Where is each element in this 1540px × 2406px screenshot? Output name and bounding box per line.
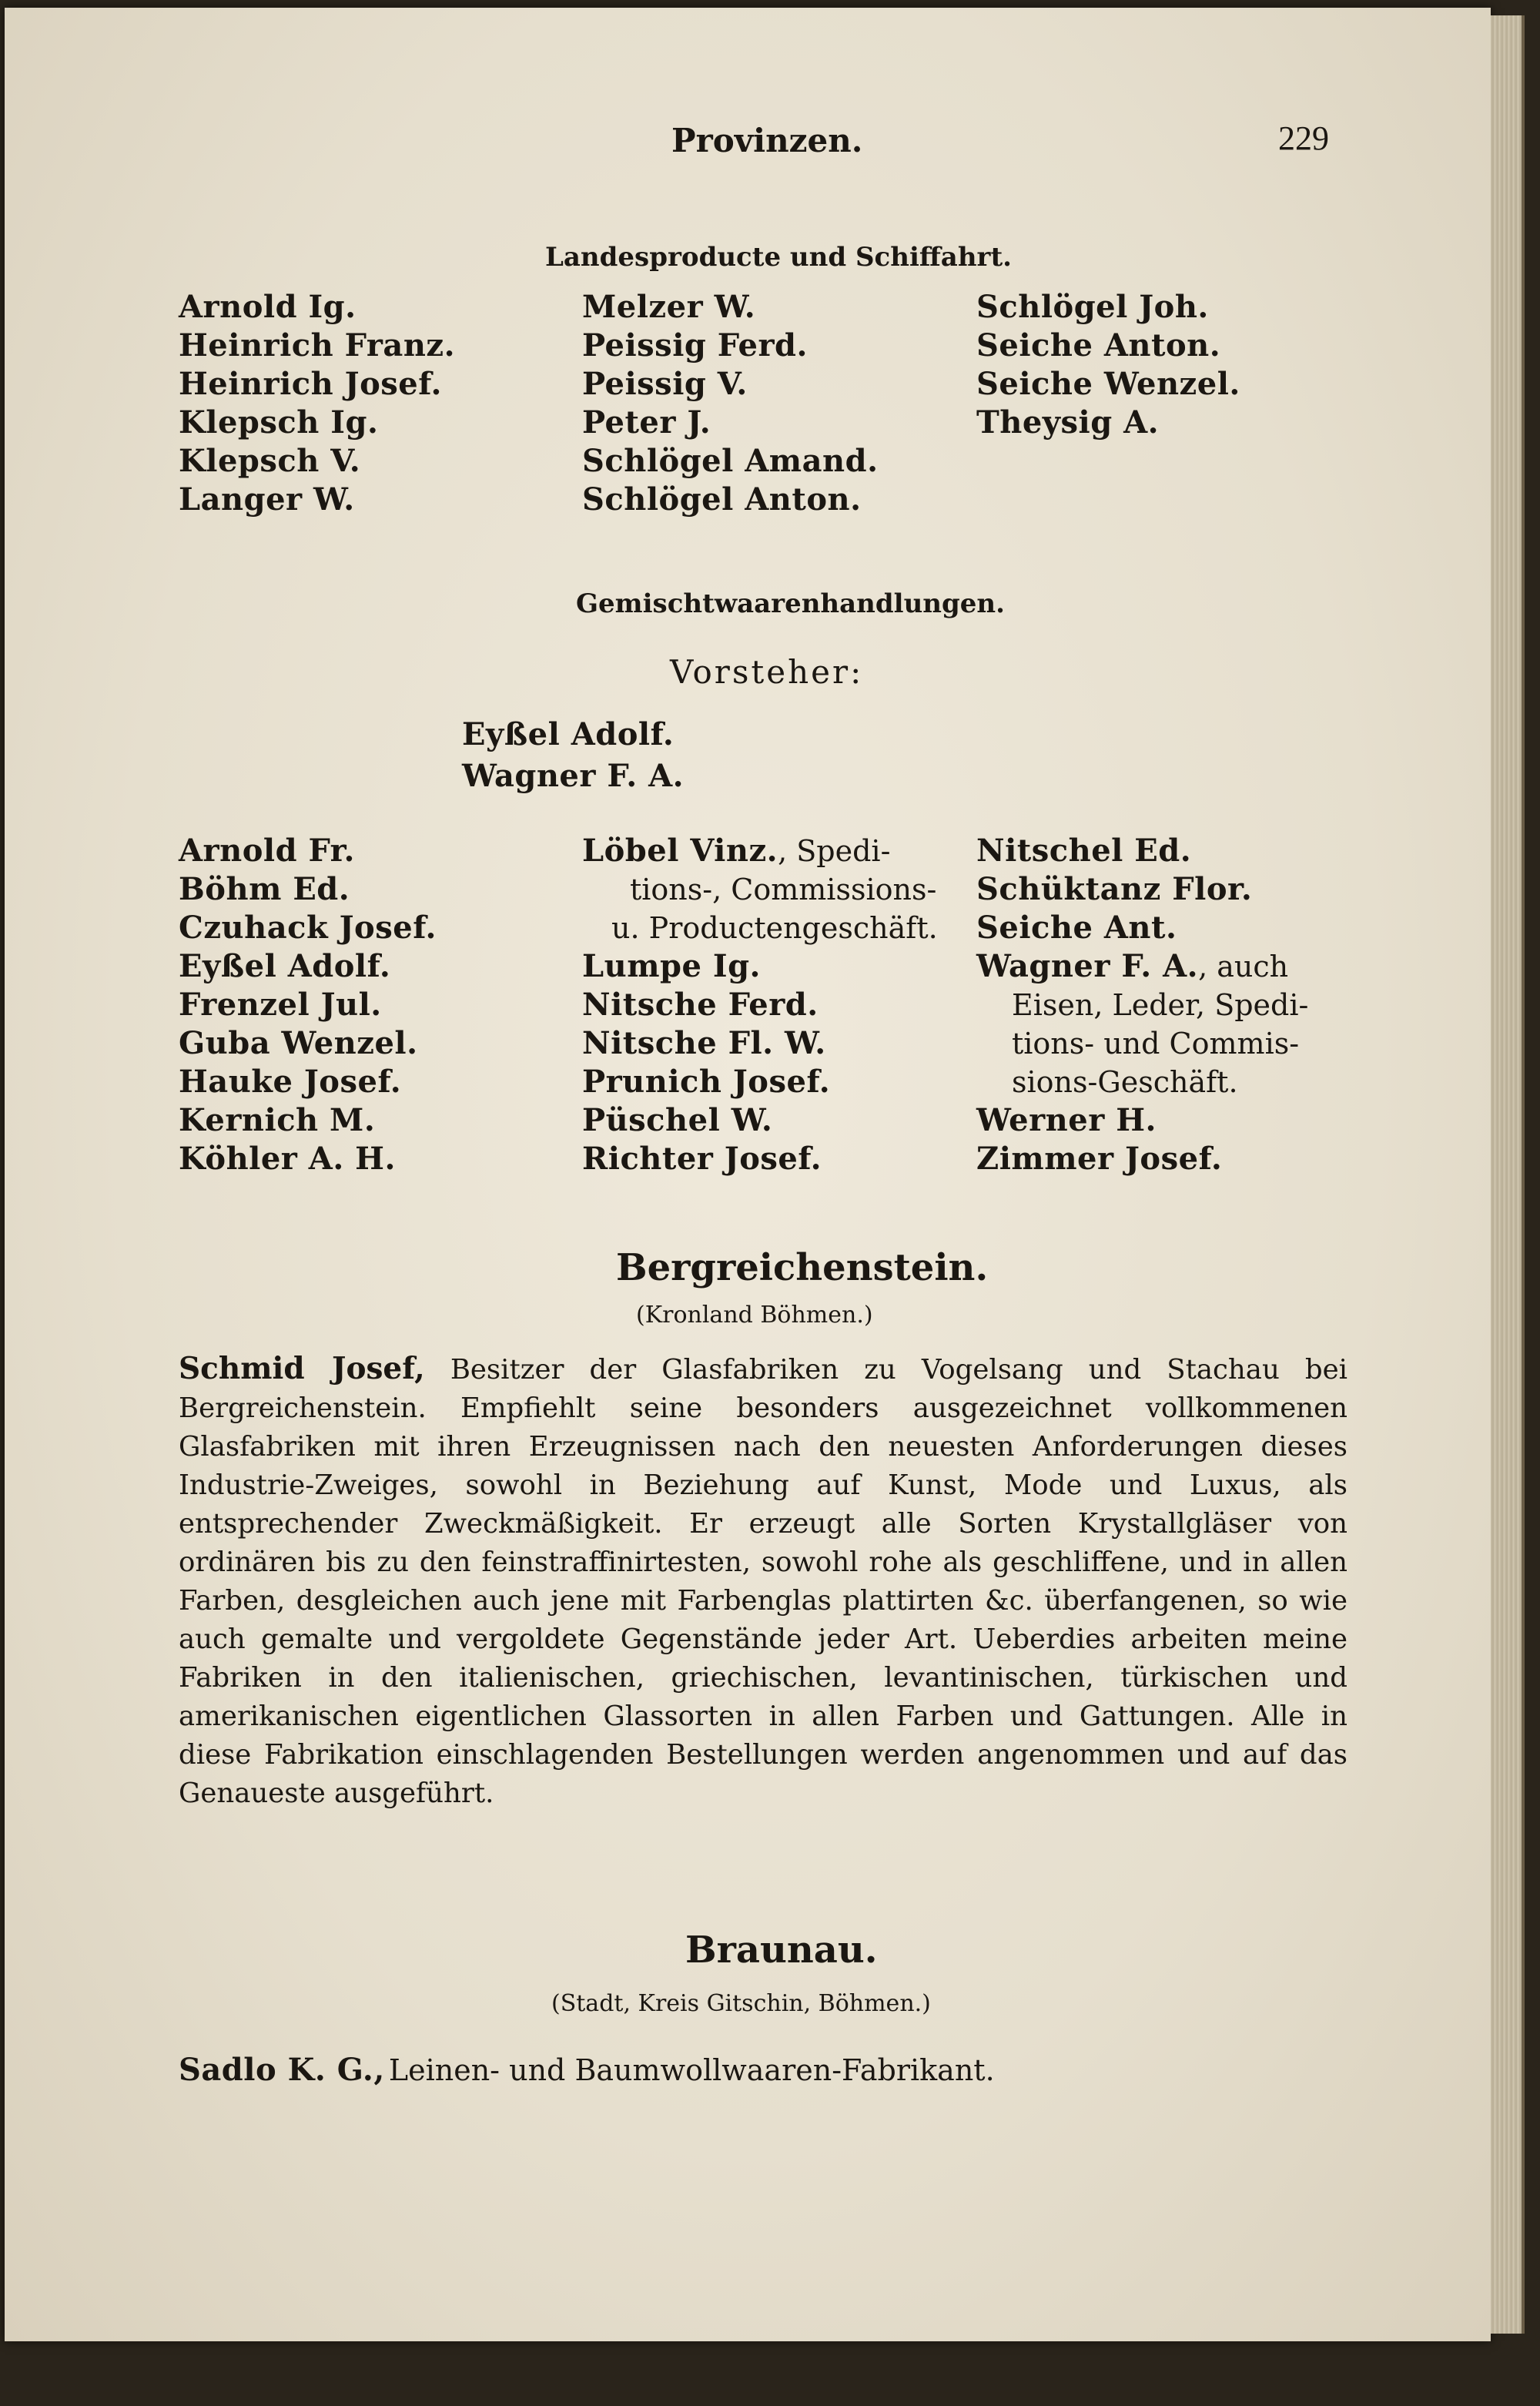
list-item: Schüktanz Flor. (976, 871, 1253, 907)
entry-text: Leinen- und Baumwollwaaren-Fabrikant. (388, 2053, 995, 2087)
list-item: Theysig A. (976, 404, 1160, 441)
list-item: Peissig V. (582, 366, 748, 402)
list-item: Seiche Anton. (976, 327, 1221, 364)
list-item: Schlögel Joh. (976, 289, 1209, 325)
column-3 (976, 288, 1240, 442)
column-3 (976, 832, 1308, 1178)
list-item: Eyßel Adolf. (179, 948, 391, 984)
list-item: Klepsch V. (179, 443, 361, 479)
list-item: Püschel W. (582, 1102, 773, 1138)
list-item: Böhm Ed. (179, 871, 350, 907)
column-2 (582, 832, 938, 1178)
list-item: Schlögel Amand. (582, 443, 879, 479)
list-item: Löbel Vinz., Spedi- (582, 833, 891, 869)
place-subtitle: (Stadt, Kreis Gitschin, Böhmen.) (551, 1990, 931, 2017)
list-item: Wagner F. A., auch (976, 948, 1289, 984)
list-item: Hauke Josef. (179, 1064, 402, 1100)
list-item: Prunich Josef. (582, 1064, 831, 1100)
entry-name: Schmid Josef, (179, 1351, 425, 1386)
list-item: Köhler A. H. (179, 1141, 396, 1177)
list-item: Heinrich Franz. (179, 327, 456, 364)
list-item: tions- und Commis- (1012, 1027, 1300, 1061)
column-2 (582, 288, 879, 519)
list-item: tions-, Commissions- (630, 873, 937, 906)
list-item: Arnold Fr. (179, 833, 355, 869)
entry-name: Sadlo K. G., (179, 2052, 385, 2088)
list-item: Werner H. (976, 1102, 1157, 1138)
list-item: Melzer W. (582, 289, 756, 325)
running-title: Provinzen. (671, 122, 863, 159)
entry-line (179, 2052, 995, 2088)
list-item: Seiche Ant. (976, 910, 1177, 946)
section-title-landesproducte: Landesproducte und Schiffahrt. (545, 242, 1012, 273)
list-item: Nitsche Fl. W. (582, 1025, 826, 1061)
list-item: Guba Wenzel. (179, 1025, 418, 1061)
list-item: sions-Geschäft. (1012, 1065, 1238, 1099)
vorsteher-name: Eyßel Adolf. (462, 716, 675, 752)
list-item: Arnold Ig. (179, 289, 357, 325)
section-title-gemischtwaaren: Gemischtwaarenhandlungen. (576, 588, 1005, 619)
list-item: Schlögel Anton. (582, 481, 862, 518)
list-item: Richter Josef. (582, 1141, 822, 1177)
list-item: Lumpe Ig. (582, 948, 761, 984)
list-item: Frenzel Jul. (179, 987, 382, 1023)
column-1 (179, 288, 455, 519)
vorsteher-label: Vorsteher: (670, 653, 864, 691)
list-item: Peissig Ferd. (582, 327, 808, 364)
list-item: Heinrich Josef. (179, 366, 442, 402)
entry-text: Besitzer der Glasfabriken zu Vogelsang und Stachau bei Bergreichenstein. Empfiehlt seine besonders ausgezeichnet vollkommenen Glasfabriken mit ihren Erzeugnissen nach den neuesten Anforderungen dieses Industrie-Zweiges, sowohl in Beziehung auf Kunst, Mode und Luxus, als entsprechender Zweckmäßigkeit. Er erzeugt alle Sorten Krystallgläser von ordinären bis zu den feinstraffinirtesten, sowohl rohe als geschliffene, und in allen Farben, desgleichen auch jene mit Farbenglas plattirten &c. überfangenen, so wie auch gemalte und vergoldete Gegenstände jeder Art. Ueberdies arbeiten meine Fabriken in den italienischen, griechischen, levantinischen, türkischen und amerikanischen eigentlichen Glassorten in allen Farben und Gattungen. Alle in diese Fabrikation einschlagenden Bestellungen werden angenommen und auf das Genaueste ausgeführt. (179, 1354, 1348, 1809)
entry-paragraph (179, 1349, 1348, 1813)
list-item: Czuhack Josef. (179, 910, 437, 946)
place-heading-braunau: Braunau. (685, 1928, 878, 1972)
list-item: Peter J. (582, 404, 711, 441)
place-heading-bergreichenstein: Bergreichenstein. (616, 1246, 989, 1289)
list-item: Seiche Wenzel. (976, 366, 1240, 402)
list-item: u. Productengeschäft. (611, 911, 938, 945)
list-item: Eisen, Leder, Spedi- (1012, 988, 1309, 1022)
page-edges (1491, 15, 1525, 2334)
page-number: 229 (1278, 119, 1329, 157)
list-item: Nitsche Ferd. (582, 987, 819, 1023)
list-item: Zimmer Josef. (976, 1141, 1223, 1177)
column-1 (179, 832, 437, 1178)
list-item: Kernich M. (179, 1102, 376, 1138)
list-item: Klepsch Ig. (179, 404, 379, 441)
place-subtitle: (Kronland Böhmen.) (636, 1302, 873, 1329)
list-item: Langer W. (179, 481, 355, 518)
vorsteher-name: Wagner F. A. (462, 758, 685, 794)
list-item: Nitschel Ed. (976, 833, 1192, 869)
